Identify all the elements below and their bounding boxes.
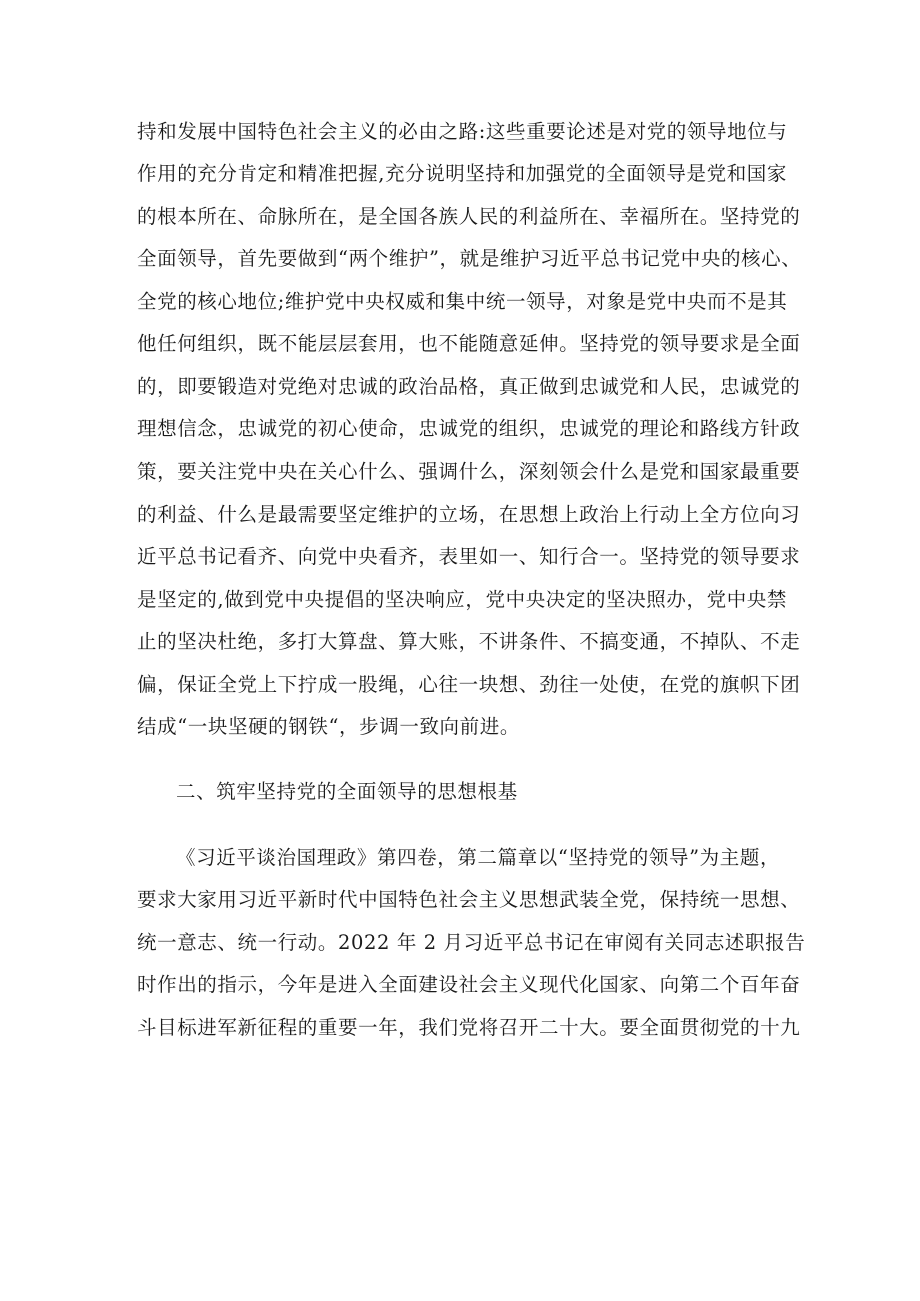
paragraph-1-line-9: 策，要关注党中央在关心什么、强调什么，深刻领会什么是党和国家最重要 [137,460,801,483]
paragraph-1-line-10: 的利益、什么是最需要坚定维护的立场，在思想上政治上行动上全方位向习 [137,503,801,526]
paragraph-1-line-3: 的根本所在、命脉所在，是全国各族人民的利益所在、幸福所在。坚持党的 [137,205,801,228]
paragraph-2-line-1: 《习近平谈治国理政》第四卷，第二篇章以“坚持党的领导”为主题， [176,846,781,869]
paragraph-1-line-14: 偏，保证全党上下拧成一股绳，心往一块想、劲往一处使，在党的旗帜下团 [137,673,801,696]
paragraph-1-line-15: 结成“一块坚硬的钢铁“，步调一致向前进。 [137,715,520,738]
paragraph-1-line-5: 全党的核心地位;维护党中央权威和集中统一领导，对象是党中央而不是其 [137,290,788,313]
paragraph-1-line-4: 全面领导，首先要做到“两个维护”，就是维护习近平总书记党中央的核心、 [137,247,802,270]
paragraph-1-line-12: 是坚定的,做到党中央提倡的坚决响应，党中央决定的坚决照办，党中央禁 [137,588,787,611]
paragraph-1-line-6: 他任何组织，既不能层层套用，也不能随意延伸。坚持党的领导要求是全面 [137,332,801,355]
paragraph-1-line-1: 持和发展中国特色社会主义的必由之路:这些重要论述是对党的领导地位与 [137,120,788,143]
section-heading: 二、筑牢坚持党的全面领导的思想根基 [176,780,518,803]
paragraph-2-line-3: 统一意志、统一行动。2022 年 2 月习近平总书记在审阅有关同志述职报告 [137,931,806,954]
paragraph-2-line-5: 斗目标进军新征程的重要一年，我们党将召开二十大。要全面贯彻党的十九 [137,1016,801,1039]
paragraph-1-line-11: 近平总书记看齐、向党中央看齐，表里如一、知行合一。坚持党的领导要求 [137,545,801,568]
paragraph-2-line-4: 时作出的指示，今年是进入全面建设社会主义现代化国家、向第二个百年奋 [137,973,801,996]
paragraph-1-line-2: 作用的充分肯定和精准把握,充分说明坚持和加强党的全面领导是党和国家 [137,162,787,185]
paragraph-2-line-2: 要求大家用习近平新时代中国特色社会主义思想武装全党，保持统一思想、 [137,888,801,911]
paragraph-1-line-13: 止的坚决杜绝，多打大算盘、算大账，不讲条件、不搞变通，不掉队、不走 [137,630,801,653]
paragraph-1-line-7: 的，即要锻造对党绝对忠诚的政治品格，真正做到忠诚党和人民，忠诚党的 [137,375,801,398]
paragraph-1-line-8: 理想信念，忠诚党的初心使命，忠诚党的组织，忠诚党的理论和路线方针政 [137,417,801,440]
